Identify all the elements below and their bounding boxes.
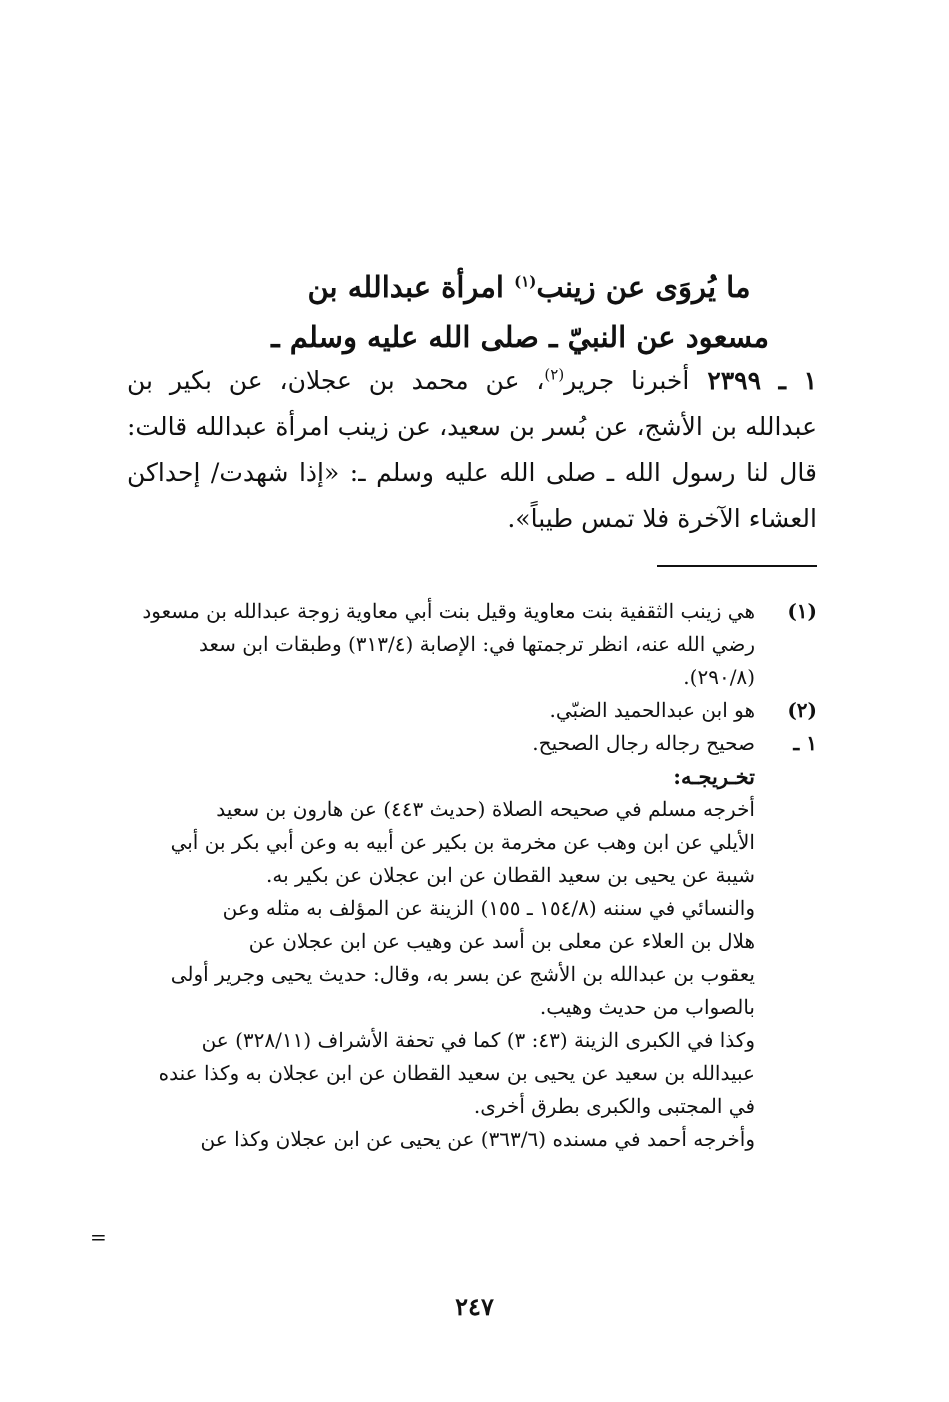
footnote-marker: ١ ـ <box>793 731 817 755</box>
footnote-line: هو ابن عبدالحميد الضبّي. <box>549 698 755 722</box>
takhrij-line: وكذا في الكبرى الزينة (٤٣: ٣) كما في تحفة الأشراف (٣٢٨/١١) عن <box>201 1028 755 1052</box>
page-number: ٢٤٧ <box>455 1292 494 1321</box>
footnote-marker: (٢) <box>787 698 817 722</box>
footnote-line: صحيح رجاله رجال الصحيح. <box>532 731 755 755</box>
hadith-text <box>127 358 817 542</box>
takhrij-line: في المجتبى والكبرى بطرق أخرى. <box>473 1094 755 1118</box>
takhrij-paragraph <box>127 1123 755 1156</box>
footnote-divider <box>657 565 817 567</box>
takhrij-line: وأخرجه أحمد في مسنده (٣٦٣/٦) عن يحيى عن ابن عجلان وكذا عن <box>200 1127 755 1151</box>
takhrij-line: والنسائي في سننه (١٥٤/٨ ـ ١٥٥) الزينة عن المؤلف به مثله وعن <box>222 896 755 920</box>
hadith-line-1: ١ ـ ٢٣٩٩أخبرنا جرير$^{(٢)}$، عن محمد بن عجلان، عن بكير بن <box>127 365 817 395</box>
takhrij-line: عبيدالله بن سعيد عن يحيى بن سعيد القطان عن ابن عجلان به وكذا عنده <box>158 1061 755 1085</box>
footnote-line: (٢٩٠/٨). <box>683 665 755 689</box>
footnote-line: هي زينب الثقفية بنت معاوية وقيل بنت أبي معاوية زوجة عبدالله بن مسعود <box>142 599 755 623</box>
footnote-1 <box>127 595 817 694</box>
takhrij-line: هلال بن العلاء عن معلى بن أسد عن وهيب عن ابن عجلان عن <box>248 929 755 953</box>
hadith-line-4: العشاء الآخرة فلا تمس طيباً». <box>507 504 817 533</box>
footnotes <box>127 595 817 1156</box>
footnote-marker: (١) <box>787 599 817 623</box>
takhrij-line: يعقوب بن عبدالله بن الأشج عن بسر به، وقال: حديث يحيى وجرير أولى <box>170 962 755 986</box>
takhrij-paragraph <box>127 1024 755 1123</box>
takhrij-paragraph <box>127 793 755 892</box>
hadith-number: ١ ـ ٢٣٩٩ <box>707 366 817 395</box>
takhrij-line: الأيلي عن ابن وهب عن مخرمة بن بكير عن أبيه به وعن أبي بكر بن أبي <box>170 830 755 854</box>
hadith-line-2: عبدالله بن الأشج، عن بُسر بن سعيد، عن زينب امرأة عبدالله قالت: <box>127 412 817 441</box>
takhrij-paragraph <box>127 892 755 1024</box>
takhrij-line: أخرجه مسلم في صحيحه الصلاة (حديث ٤٤٣) عن هارون بن سعيد <box>216 797 755 821</box>
chapter-title-line-2: مسعود عن النبيّ ـ صلى الله عليه وسلم ـ <box>271 320 769 354</box>
chapter-title <box>271 262 769 362</box>
footnote-grading <box>127 727 817 760</box>
takhrij-line: شيبة عن يحيى بن سعيد القطان عن ابن عجلان عن بكير به. <box>266 863 755 887</box>
footnote-ref-2: (٢) <box>544 365 565 384</box>
footnote-ref-1: (١) <box>514 272 537 291</box>
hadith-line-3: قال لنا رسول الله ـ صلى الله عليه وسلم ـ: «إذا شهدت/ إحداكن <box>127 458 817 487</box>
chapter-title-line-1: ما يُروَى عن زينب$^{(١)}$ امرأة عبدالله بن <box>307 270 751 304</box>
footnote-2 <box>127 694 817 727</box>
takhrij-line: بالصواب من حديث وهيب. <box>539 995 755 1019</box>
continued-mark: = <box>90 1225 107 1249</box>
footnote-line: رضي الله عنه، انظر ترجمتها في: الإصابة (٣١٣/٤) وطبقات ابن سعد <box>199 632 755 656</box>
takhrij-heading: تخـريجـه: <box>673 764 755 789</box>
takhrij-section <box>127 760 755 1156</box>
